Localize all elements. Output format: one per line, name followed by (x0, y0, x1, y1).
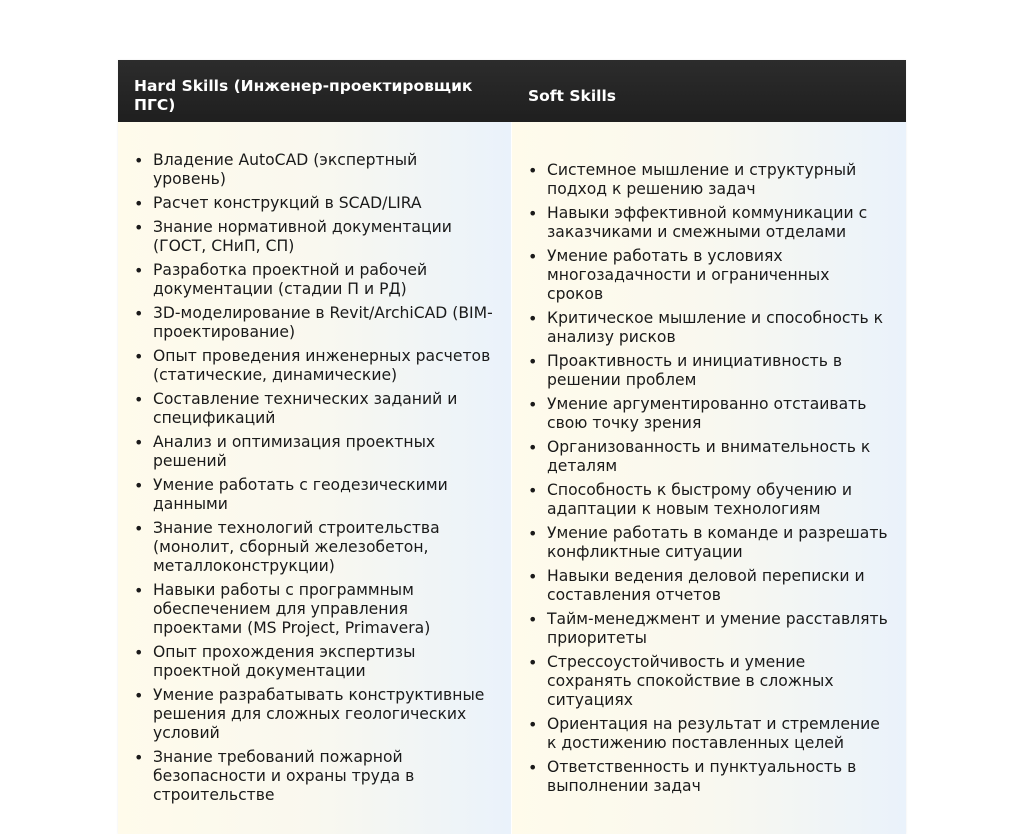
soft-skills-list (512, 161, 906, 796)
soft-skill-item: • Ориентация на результат и стремление к достижению поставленных целей (547, 715, 890, 753)
soft-skill-item: • Стрессоустойчивость и умение сохранять спокойствие в сложных ситуациях (547, 653, 890, 710)
hard-skill-item: • Составление технических заданий и спецификаций (153, 390, 495, 428)
hard-skill-item: • Навыки работы с программным обеспечением для управления проектами (MS Project, Primavera) (153, 581, 495, 638)
soft-skill-item: • Умение работать в команде и разрешать конфликтные ситуации (547, 524, 890, 562)
hard-skill-item: • Опыт проведения инженерных расчетов (статические, динамические) (153, 347, 495, 385)
soft-skill-item: • Способность к быстрому обучению и адаптации к новым технологиям (547, 481, 890, 519)
hard-skill-item: • Знание требований пожарной безопасности и охраны труда в строительстве (153, 748, 495, 805)
hard-skill-item: • Анализ и оптимизация проектных решений (153, 433, 495, 471)
soft-skill-item: • Умение аргументированно отстаивать свою точку зрения (547, 395, 890, 433)
hard-skill-item: • Знание технологий строительства (монолит, сборный железобетон, металлоконструкции) (153, 519, 495, 576)
soft-skill-item: • Системное мышление и структурный подход к решению задач (547, 161, 890, 199)
hard-skill-item: • Расчет конструкций в SCAD/LIRA (153, 194, 495, 213)
header-hard-skills: Hard Skills (Инженер-проектировщик ПГС) (134, 77, 473, 114)
hard-skill-item: • Владение AutoCAD (экспертный уровень) (153, 151, 495, 189)
soft-skills-cell (512, 122, 906, 834)
skills-table (118, 60, 906, 834)
hard-skill-item: • Разработка проектной и рабочей документации (стадии П и РД) (153, 261, 495, 299)
soft-skill-item: • Ответственность и пунктуальность в выполнении задач (547, 758, 890, 796)
soft-skill-item: • Организованность и внимательность к деталям (547, 438, 890, 476)
hard-skill-item: • Знание нормативной документации (ГОСТ, СНиП, СП) (153, 218, 495, 256)
hard-skill-item: • Умение разрабатывать конструктивные решения для сложных геологических условий (153, 686, 495, 743)
hard-skill-item: • Умение работать с геодезическими данными (153, 476, 495, 514)
hard-skill-item: • 3D-моделирование в Revit/ArchiCAD (BIM-проектирование) (153, 304, 495, 342)
hard-skills-list (118, 151, 511, 805)
table-header-row (118, 60, 906, 122)
table-body-row (118, 122, 906, 834)
soft-skill-item: • Навыки эффективной коммуникации с заказчиками и смежными отделами (547, 204, 890, 242)
soft-skill-item: • Умение работать в условиях многозадачности и ограниченных сроков (547, 247, 890, 304)
hard-skill-item: • Опыт прохождения экспертизы проектной документации (153, 643, 495, 681)
soft-skill-item: • Проактивность и инициативность в решении проблем (547, 352, 890, 390)
header-soft-skills: Soft Skills (528, 86, 616, 105)
hard-skills-cell (118, 122, 512, 834)
soft-skill-item: • Тайм-менеджмент и умение расставлять приоритеты (547, 610, 890, 648)
soft-skill-item: • Навыки ведения деловой переписки и составления отчетов (547, 567, 890, 605)
soft-skill-item: • Критическое мышление и способность к анализу рисков (547, 309, 890, 347)
